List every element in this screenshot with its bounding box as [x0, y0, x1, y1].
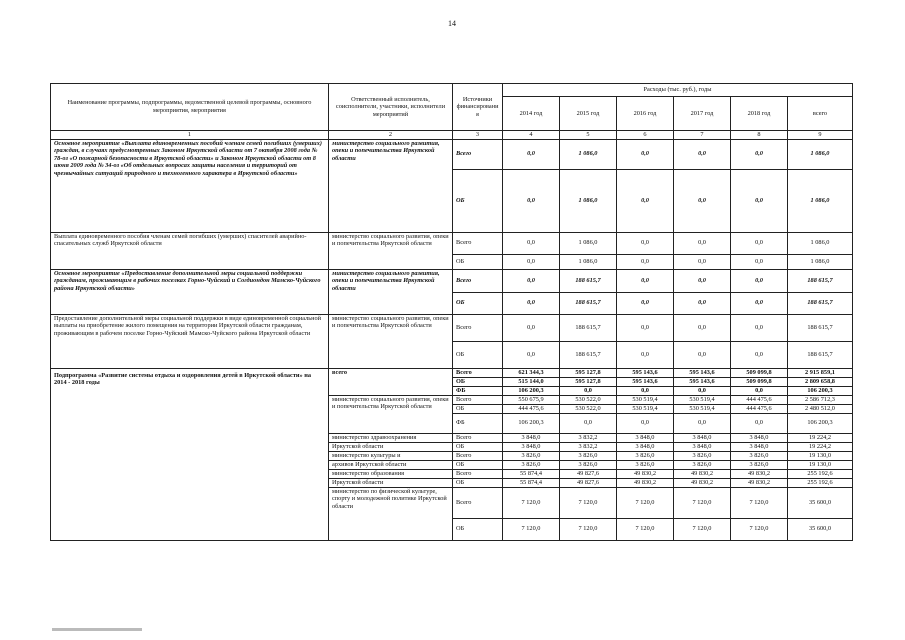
value-cell: 1 086,0 — [560, 139, 617, 169]
source-cell: Всего — [453, 314, 503, 341]
value-cell: 0,0 — [503, 292, 560, 314]
responsible-executor: Иркутской области — [329, 478, 453, 487]
responsible-executor: Иркутской области — [329, 442, 453, 451]
value-cell: 530 519,4 — [674, 395, 731, 404]
value-cell: 7 120,0 — [503, 487, 560, 518]
value-cell: 2 809 658,8 — [788, 377, 853, 386]
subprogram-name: Подпрограмма «Развитие системы отдыха и оздоровления детей в Иркутской области» на 2014 - 2018 годы — [51, 368, 329, 540]
source-cell: Всего — [453, 451, 503, 460]
value-cell: 7 120,0 — [731, 487, 788, 518]
value-cell: 530 522,0 — [560, 395, 617, 404]
value-cell: 0,0 — [503, 314, 560, 341]
value-cell: 188 615,7 — [560, 269, 617, 292]
value-cell: 3 848,0 — [503, 433, 560, 442]
responsible-executor: министерство социального развития, опеки и попечительства Иркутской области — [329, 314, 453, 368]
value-cell: 509 099,8 — [731, 377, 788, 386]
source-cell: ОБ — [453, 460, 503, 469]
header-name: Наименование программы, подпрограммы, ведомственной целевой программы, основного мероприятия, мероприятия — [51, 84, 329, 131]
page-number: 14 — [448, 19, 456, 28]
source-cell: ОБ — [453, 169, 503, 232]
value-cell: 595 143,6 — [674, 368, 731, 377]
value-cell: 55 874,4 — [503, 469, 560, 478]
activity-name: Выплата единовременного пособия членам семей погибших (умерших) спасителей аварийно-спасательных служб Иркутской области — [51, 232, 329, 269]
source-cell: Всего — [453, 487, 503, 518]
value-cell: 19 130,0 — [788, 460, 853, 469]
value-cell: 3 848,0 — [731, 433, 788, 442]
value-cell: 49 830,2 — [674, 478, 731, 487]
value-cell: 106 200,3 — [503, 386, 560, 395]
responsible-executor: министерство социального развития, опеки и попечительства Иркутской области — [329, 139, 453, 232]
source-cell: Всего — [453, 368, 503, 377]
value-cell: 0,0 — [674, 341, 731, 368]
value-cell: 188 615,7 — [788, 341, 853, 368]
col-num: 3 — [453, 131, 503, 140]
responsible-executor: министерство здравоохранения — [329, 433, 453, 442]
value-cell: 0,0 — [617, 386, 674, 395]
responsible-executor: министерство культуры и — [329, 451, 453, 460]
source-cell: Всего — [453, 232, 503, 254]
col-num: 2 — [329, 131, 453, 140]
main-activity-name: Основное мероприятие «Предоставление дополнительной меры социальной поддержки гражданам, проживающим в рабочих поселках Горно-Чуйский и Согдиондон Мамско-Чуйского района Иркутской области» — [51, 269, 329, 314]
value-cell: 3 848,0 — [617, 433, 674, 442]
value-cell: 0,0 — [503, 254, 560, 269]
expenditure-table — [50, 83, 853, 541]
value-cell: 595 143,6 — [617, 368, 674, 377]
value-cell: 1 086,0 — [788, 232, 853, 254]
value-cell: 3 848,0 — [617, 442, 674, 451]
source-cell: Всего — [453, 469, 503, 478]
value-cell: 188 615,7 — [788, 269, 853, 292]
source-cell: ОБ — [453, 478, 503, 487]
responsible-total: всего — [329, 368, 453, 395]
header-responsible: Ответственный исполнитель, соисполнители, участники, исполнители мероприятий — [329, 84, 453, 131]
value-cell: 0,0 — [617, 139, 674, 169]
value-cell: 444 475,6 — [731, 395, 788, 404]
value-cell: 1 086,0 — [788, 254, 853, 269]
value-cell: 49 827,6 — [560, 478, 617, 487]
header-total: всего — [788, 97, 853, 131]
value-cell: 35 600,0 — [788, 518, 853, 540]
value-cell: 530 519,4 — [617, 404, 674, 413]
source-cell: ОБ — [453, 292, 503, 314]
value-cell: 35 600,0 — [788, 487, 853, 518]
value-cell: 0,0 — [731, 169, 788, 232]
value-cell: 595 127,8 — [560, 368, 617, 377]
value-cell: 3 826,0 — [731, 451, 788, 460]
value-cell: 49 830,2 — [731, 478, 788, 487]
responsible-executor: министерство социального развития, опеки и попечительства Иркутской области — [329, 395, 453, 433]
source-cell: ОБ — [453, 518, 503, 540]
activity-name: Предоставление дополнительной меры социальной поддержки в виде единовременной социальной выплаты на приобретение жилого помещения на территории Иркутской области гражданам, проживающим в рабочем поселке Горно-Чуйский Мамско-Чуйского района Иркутской области — [51, 314, 329, 368]
value-cell: 3 826,0 — [674, 451, 731, 460]
value-cell: 55 874,4 — [503, 478, 560, 487]
value-cell: 0,0 — [731, 292, 788, 314]
value-cell: 1 086,0 — [560, 232, 617, 254]
value-cell: 0,0 — [560, 386, 617, 395]
source-cell: ФБ — [453, 413, 503, 433]
value-cell: 0,0 — [617, 341, 674, 368]
responsible-executor: министерство по физической культуре, спорту и молодежной политике Иркутской области — [329, 487, 453, 540]
source-cell: ОБ — [453, 404, 503, 413]
header-source: Источники финансировани я — [453, 84, 503, 131]
value-cell: 0,0 — [731, 413, 788, 433]
value-cell: 0,0 — [674, 314, 731, 341]
value-cell: 49 830,2 — [617, 478, 674, 487]
responsible-executor: министерство образования — [329, 469, 453, 478]
value-cell: 2 915 859,1 — [788, 368, 853, 377]
value-cell: 3 848,0 — [674, 442, 731, 451]
value-cell: 2 480 512,0 — [788, 404, 853, 413]
value-cell: 0,0 — [731, 314, 788, 341]
value-cell: 0,0 — [731, 341, 788, 368]
value-cell: 3 848,0 — [731, 442, 788, 451]
value-cell: 3 826,0 — [731, 460, 788, 469]
value-cell: 0,0 — [617, 314, 674, 341]
responsible-executor: министерство социального развития, опеки и попечительства Иркутской области — [329, 269, 453, 314]
value-cell: 0,0 — [503, 341, 560, 368]
value-cell: 49 830,2 — [731, 469, 788, 478]
value-cell: 3 826,0 — [674, 460, 731, 469]
col-num: 8 — [731, 131, 788, 140]
value-cell: 0,0 — [731, 269, 788, 292]
value-cell: 188 615,7 — [560, 292, 617, 314]
value-cell: 3 848,0 — [674, 433, 731, 442]
col-num: 7 — [674, 131, 731, 140]
value-cell: 0,0 — [674, 169, 731, 232]
value-cell: 188 615,7 — [560, 314, 617, 341]
source-cell: ОБ — [453, 442, 503, 451]
value-cell: 3 826,0 — [617, 460, 674, 469]
value-cell: 0,0 — [731, 254, 788, 269]
value-cell: 595 143,6 — [617, 377, 674, 386]
value-cell: 49 830,2 — [617, 469, 674, 478]
col-num: 1 — [51, 131, 329, 140]
value-cell: 530 519,4 — [674, 404, 731, 413]
value-cell: 0,0 — [617, 232, 674, 254]
value-cell: 188 615,7 — [788, 314, 853, 341]
value-cell: 530 519,4 — [617, 395, 674, 404]
header-year: 2018 год — [731, 97, 788, 131]
value-cell: 19 130,0 — [788, 451, 853, 460]
value-cell: 255 192,6 — [788, 478, 853, 487]
col-num: 6 — [617, 131, 674, 140]
value-cell: 0,0 — [674, 254, 731, 269]
footer-mark — [52, 628, 142, 631]
value-cell: 19 224,2 — [788, 442, 853, 451]
value-cell: 255 192,6 — [788, 469, 853, 478]
value-cell: 0,0 — [674, 232, 731, 254]
col-num: 5 — [560, 131, 617, 140]
value-cell: 3 826,0 — [560, 460, 617, 469]
value-cell: 0,0 — [617, 254, 674, 269]
value-cell: 7 120,0 — [674, 487, 731, 518]
value-cell: 188 615,7 — [560, 341, 617, 368]
value-cell: 0,0 — [674, 413, 731, 433]
source-cell: Всего — [453, 433, 503, 442]
value-cell: 49 827,6 — [560, 469, 617, 478]
value-cell: 3 832,2 — [560, 442, 617, 451]
value-cell: 3 826,0 — [503, 451, 560, 460]
value-cell: 106 200,3 — [503, 413, 560, 433]
responsible-executor: архивов Иркутской области — [329, 460, 453, 469]
source-cell: ОБ — [453, 377, 503, 386]
value-cell: 7 120,0 — [503, 518, 560, 540]
value-cell: 1 086,0 — [560, 169, 617, 232]
header-year: 2015 год — [560, 97, 617, 131]
responsible-executor: министерство социального развития, опеки и попечительства Иркутской области — [329, 232, 453, 269]
value-cell: 7 120,0 — [560, 487, 617, 518]
value-cell: 0,0 — [617, 413, 674, 433]
value-cell: 3 832,2 — [560, 433, 617, 442]
value-cell: 0,0 — [731, 232, 788, 254]
source-cell: ОБ — [453, 341, 503, 368]
value-cell: 188 615,7 — [788, 292, 853, 314]
value-cell: 106 200,3 — [788, 386, 853, 395]
value-cell: 49 830,2 — [674, 469, 731, 478]
value-cell: 0,0 — [674, 139, 731, 169]
value-cell: 0,0 — [617, 169, 674, 232]
source-cell: Всего — [453, 139, 503, 169]
value-cell: 509 099,8 — [731, 368, 788, 377]
value-cell: 0,0 — [674, 292, 731, 314]
value-cell: 0,0 — [674, 269, 731, 292]
header-year: 2014 год — [503, 97, 560, 131]
value-cell: 7 120,0 — [617, 487, 674, 518]
value-cell: 621 344,3 — [503, 368, 560, 377]
value-cell: 515 144,0 — [503, 377, 560, 386]
header-year: 2016 год — [617, 97, 674, 131]
value-cell: 0,0 — [503, 232, 560, 254]
value-cell: 1 086,0 — [788, 169, 853, 232]
value-cell: 595 143,6 — [674, 377, 731, 386]
value-cell: 3 826,0 — [560, 451, 617, 460]
value-cell: 0,0 — [503, 139, 560, 169]
value-cell: 0,0 — [560, 413, 617, 433]
value-cell: 106 200,3 — [788, 413, 853, 433]
header-expenses: Расходы (тыс. руб.), годы — [503, 84, 853, 97]
value-cell: 2 586 712,3 — [788, 395, 853, 404]
value-cell: 1 086,0 — [788, 139, 853, 169]
value-cell: 444 475,6 — [503, 404, 560, 413]
value-cell: 7 120,0 — [674, 518, 731, 540]
value-cell: 0,0 — [617, 292, 674, 314]
source-cell: ОБ — [453, 254, 503, 269]
col-num: 9 — [788, 131, 853, 140]
value-cell: 0,0 — [503, 169, 560, 232]
value-cell: 444 475,6 — [731, 404, 788, 413]
col-num: 4 — [503, 131, 560, 140]
source-cell: Всего — [453, 395, 503, 404]
header-year: 2017 год — [674, 97, 731, 131]
main-activity-name: Основное мероприятие «Выплата единовременных пособий членам семей погибших (умерших) граждан, в случаях предусмотренных Законом Иркутской области от 7 октября 2008 года № 78-оз «О пожарной безопасности в Иркутской области» и Законом Иркутской области от 8 июня 2009 года № 34-оз «Об отдельных вопросах защиты населения и территорий от чрезвычайных ситуаций природного и техногенного характера в Иркутской области» — [51, 139, 329, 232]
value-cell: 0,0 — [503, 269, 560, 292]
value-cell: 1 086,0 — [560, 254, 617, 269]
value-cell: 0,0 — [731, 386, 788, 395]
value-cell: 3 826,0 — [503, 460, 560, 469]
source-cell: Всего — [453, 269, 503, 292]
value-cell: 0,0 — [674, 386, 731, 395]
value-cell: 530 522,0 — [560, 404, 617, 413]
value-cell: 0,0 — [617, 269, 674, 292]
value-cell: 7 120,0 — [560, 518, 617, 540]
value-cell: 0,0 — [731, 139, 788, 169]
value-cell: 19 224,2 — [788, 433, 853, 442]
value-cell: 550 675,9 — [503, 395, 560, 404]
value-cell: 3 826,0 — [617, 451, 674, 460]
value-cell: 7 120,0 — [731, 518, 788, 540]
source-cell: ФБ — [453, 386, 503, 395]
value-cell: 3 848,0 — [503, 442, 560, 451]
value-cell: 7 120,0 — [617, 518, 674, 540]
value-cell: 595 127,8 — [560, 377, 617, 386]
